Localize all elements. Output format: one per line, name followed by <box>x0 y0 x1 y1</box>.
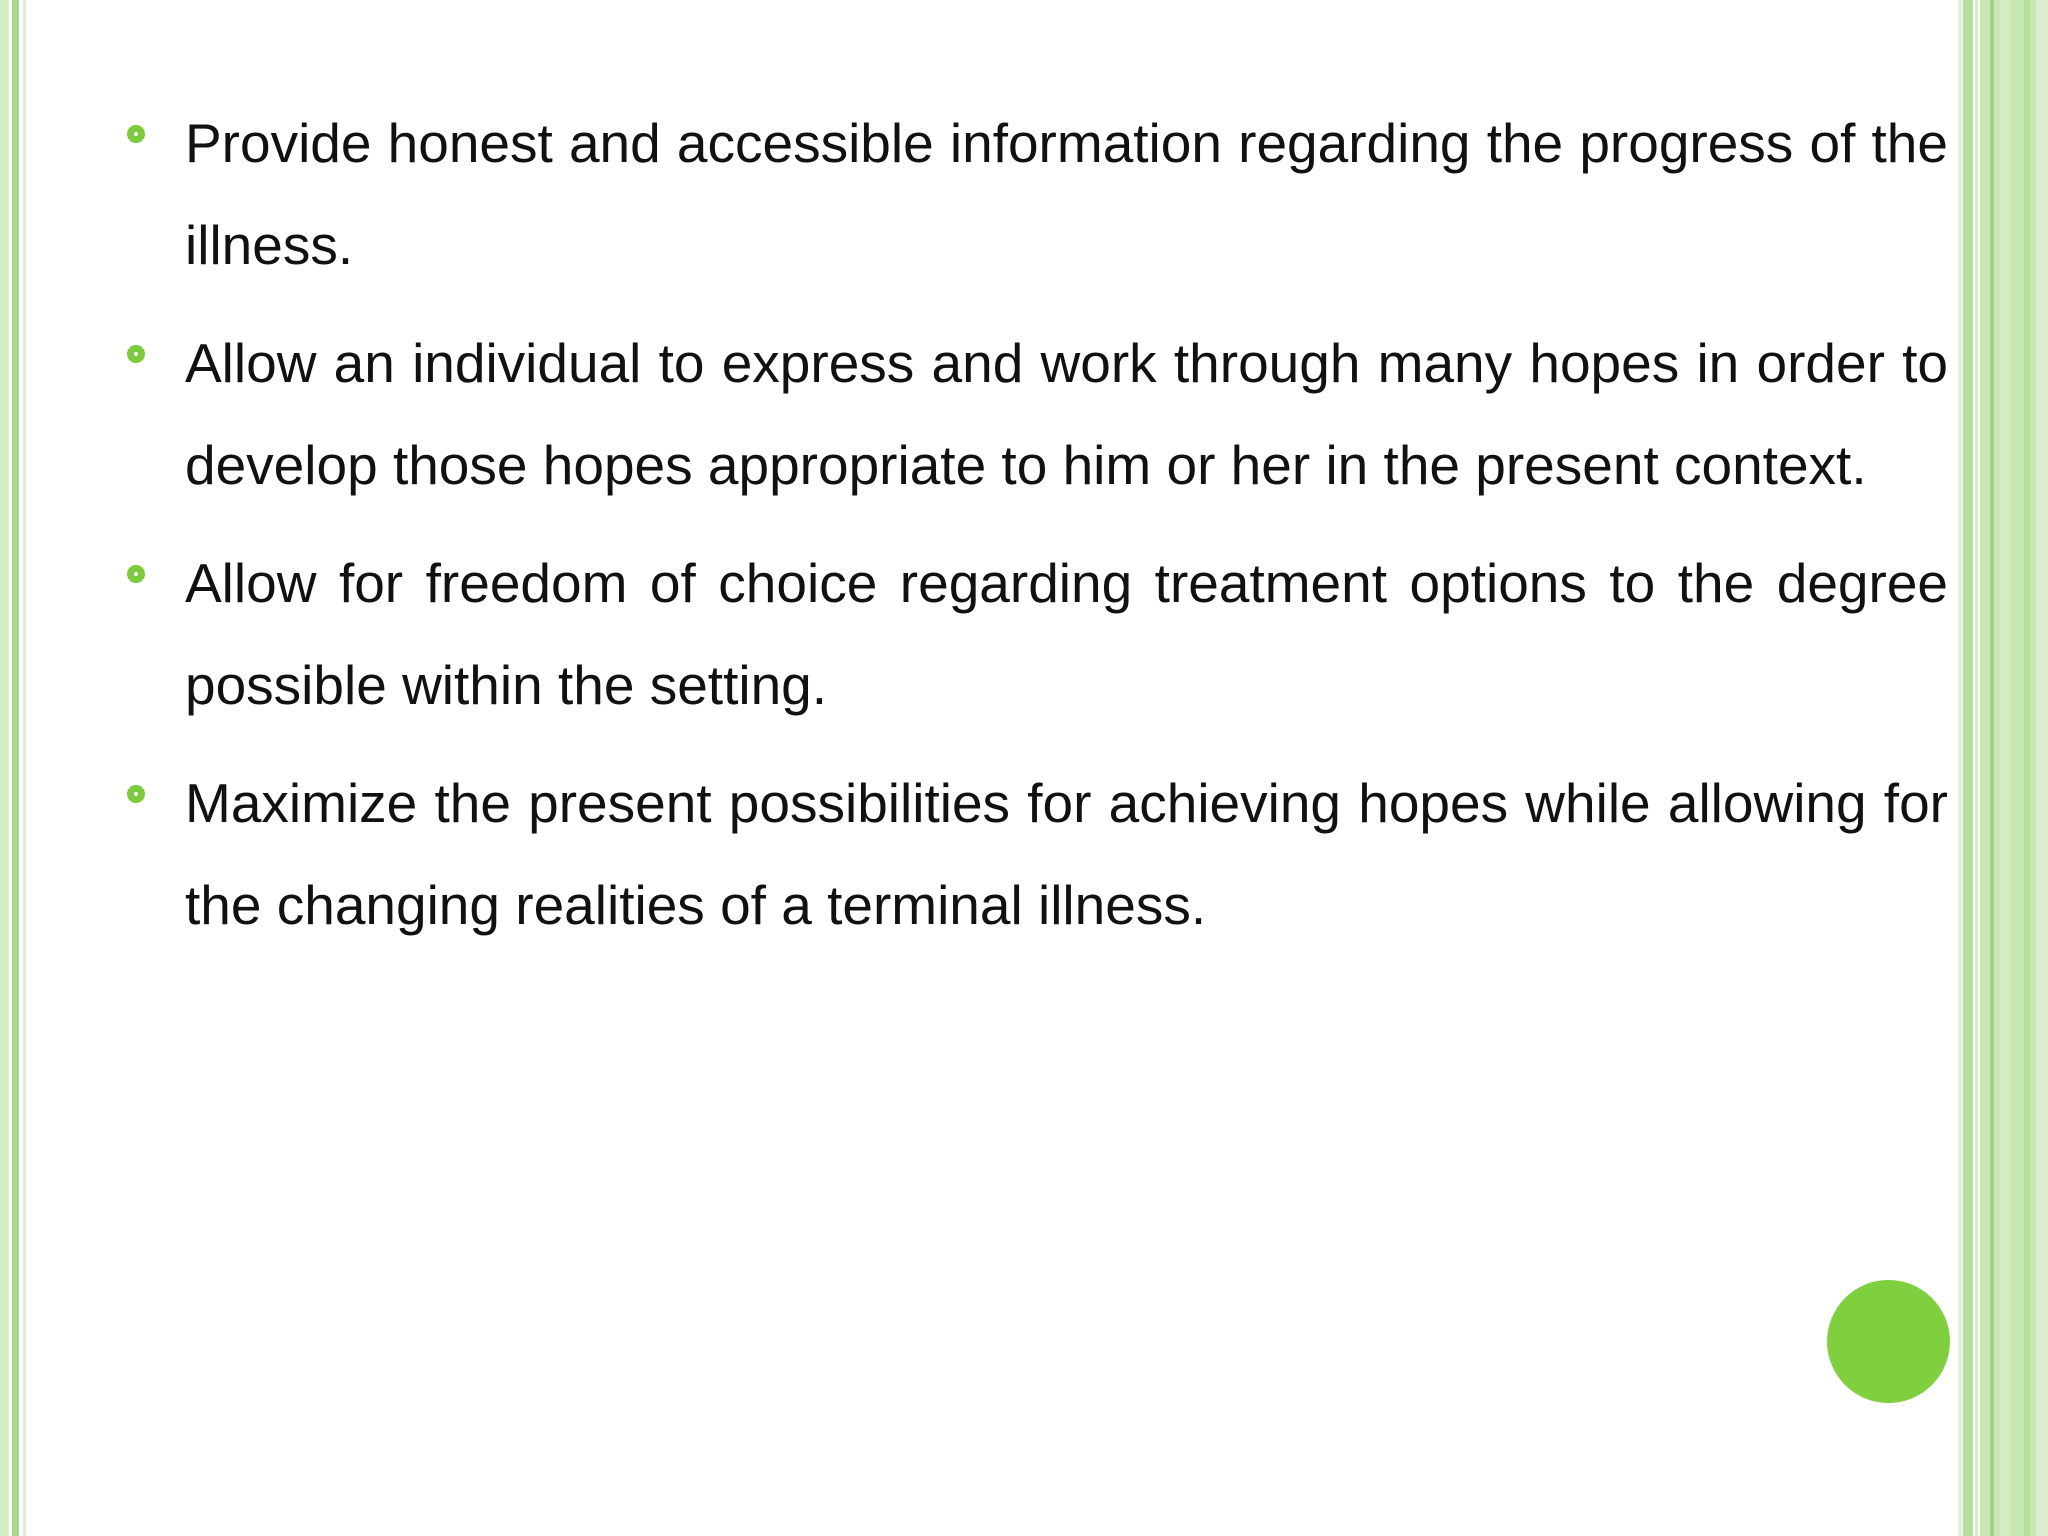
right-border-stripe <box>1975 0 1978 1536</box>
right-border-stripe <box>2036 0 2048 1536</box>
bullet-item <box>124 532 1948 736</box>
right-border-stripe <box>1958 0 1962 1536</box>
bullet-list <box>124 92 1948 972</box>
bullet-item <box>124 752 1948 956</box>
decorative-green-circle <box>1827 1280 1950 1403</box>
circle-bullet-icon <box>127 785 145 803</box>
circle-bullet-icon <box>127 565 145 583</box>
circle-bullet-icon <box>127 125 145 143</box>
right-border-stripe <box>2024 0 2030 1536</box>
right-border-stripe <box>2000 0 2010 1536</box>
bullet-item <box>124 312 1948 516</box>
circle-bullet-icon <box>127 345 145 363</box>
bullet-text: Allow an individual to express and work through many hopes in order to develop those hopes appropriate to him or her in the present context. <box>185 332 1948 496</box>
bullet-item <box>124 92 1948 296</box>
left-border-stripe <box>12 0 19 1536</box>
right-border-stripe <box>1963 0 1973 1536</box>
bullet-text: Provide honest and accessible information regarding the progress of the illness. <box>185 112 1948 276</box>
bullet-text: Allow for freedom of choice regarding treatment options to the degree possible within the setting. <box>185 552 1948 716</box>
right-border-stripe <box>1990 0 1994 1536</box>
left-border-stripe <box>0 0 9 1536</box>
left-border-stripe <box>23 0 26 1536</box>
bullet-text: Maximize the present possibilities for achieving hopes while allowing for the changing realities of a terminal illness. <box>185 772 1948 936</box>
